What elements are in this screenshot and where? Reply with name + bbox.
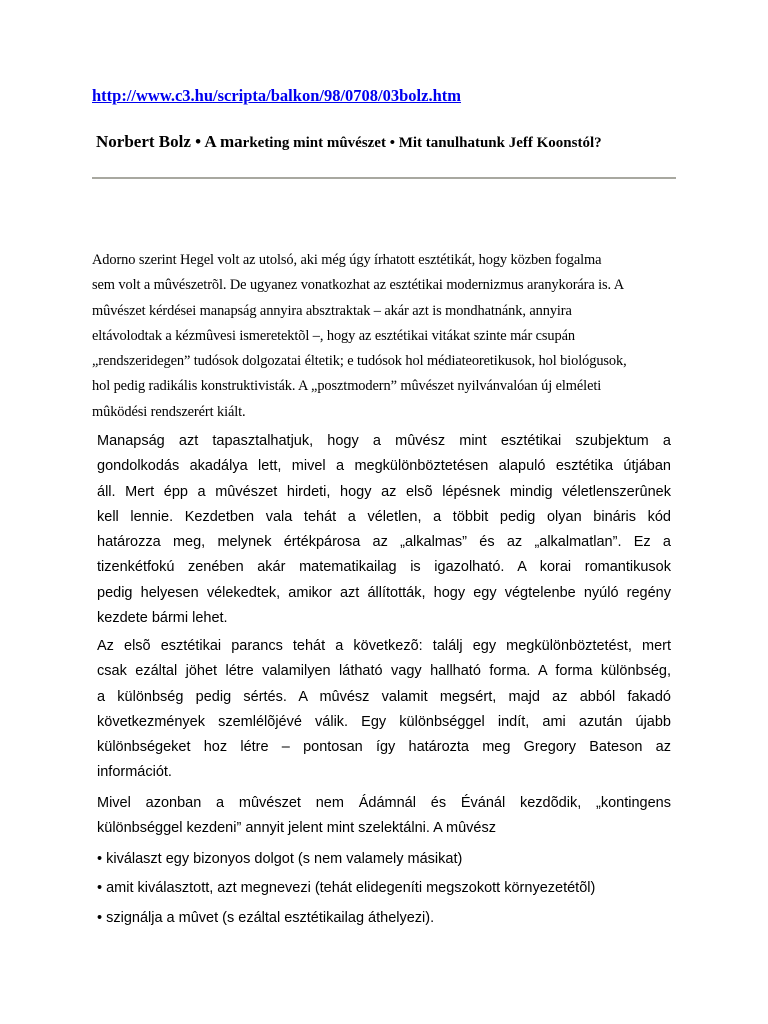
body-paragraph-1: [97, 429, 671, 631]
body-paragraph-2: [97, 634, 671, 786]
bullet-text: • amit kiválasztott, azt megnevezi (tehát elidegeníti megszokott környezetétõl): [97, 880, 596, 896]
intro-line: mûködési rendszerért kiált.: [92, 403, 246, 420]
bullet-item: [97, 876, 671, 901]
bullet-text: • kiválaszt egy bizonyos dolgot (s nem valamely másikat): [97, 851, 463, 867]
paragraph-line: különbséggel kezdeni” annyit jelent mint szelektálni. A mûvész: [97, 820, 496, 837]
bullet-text: • szignálja a mûvet (s ezáltal esztétikailag áthelyezi).: [97, 910, 435, 926]
paragraph-line: kell lennie. Kezdetben vala tehát a véletlen, a többit pedig olyan bináris kód: [97, 508, 671, 525]
article-title-part1: Norbert Bolz • A ma: [96, 132, 243, 151]
paragraph-line: információt.: [97, 764, 172, 781]
intro-line: „rendszeridegen” tudósok dolgozatai éltetik; e tudósok hol médiateoretikusok, hol biológusok,: [92, 353, 627, 370]
intro-line: Adorno szerint Hegel volt az utolsó, aki még úgy írhatott esztétikát, hogy közben fogalma: [92, 252, 602, 268]
article-title-part2: rketing mint mûvészet • Mit tanulhatunk Jeff Koonstól?: [242, 135, 602, 151]
paragraph-line: Manapság azt tapasztalhatjuk, hogy a mûvész mint esztétikai szubjektum a: [97, 433, 671, 449]
paragraph-line: Az elsõ esztétikai parancs tehát a következõ: találj egy megkülönböztetést, mert: [97, 638, 671, 654]
bullet-item: [97, 906, 671, 931]
paragraph-line: áll. Mert épp a mûvészet hirdeti, hogy az elsõ lépésnek mindig véletlenszerûnek: [97, 483, 671, 500]
paragraph-line: különbségeket hoz létre – pontosan így határozta meg Gregory Bateson az: [97, 739, 671, 756]
paragraph-line: Mivel azonban a mûvészet nem Ádámnál és Évánál kezdõdik, „kontingens: [97, 795, 671, 811]
intro-paragraph: [92, 248, 678, 425]
intro-line: hol pedig radikális konstruktivisták. A „posztmodern” mûvészet nyilvánvalóan új elméleti: [92, 378, 602, 395]
paragraph-line: határozza meg, melynek értékpárosa az „alkalmas” és az „alkalmatlan”. Ez a: [97, 534, 671, 551]
article-title: [96, 132, 602, 152]
paragraph-line: a különbség pedig sértés. A mûvész valamit megsért, majd az abból fakadó: [97, 688, 671, 705]
paragraph-line: tizenkétfokú zenében akár matematikailag is igazolható. A korai romantikusok: [97, 559, 671, 576]
body-paragraph-3: [97, 791, 671, 842]
paragraph-line: pedig helyesen vélekedtek, amikor azt állították, hogy egy végtelenbe nyúló regény: [97, 584, 671, 601]
source-url-link[interactable]: http://www.c3.hu/scripta/balkon/98/0708/03bolz.htm: [92, 86, 462, 105]
paragraph-line: gondolkodás akadálya lett, mivel a megkülönböztetésen alapuló esztétika útjában: [97, 458, 671, 475]
paragraph-line: következmények szemlélõjévé válik. Egy különbséggel indít, ami azután újabb: [97, 713, 671, 730]
intro-line: eltávolodtak a kézmûvesi ismeretektõl –, hogy az esztétikai vitákat szinte már csupán: [92, 327, 576, 344]
paragraph-line: csak ezáltal jöhet létre valamilyen látható vagy hallható forma. A forma különbség,: [97, 663, 671, 680]
intro-line: mûvészet kérdései manapság annyira absztraktak – akár azt is mondhatnánk, annyira: [92, 302, 572, 319]
intro-line: sem volt a mûvészetrõl. De ugyanez vonatkozhat az esztétikai modernizmus aranykorára is. A: [92, 277, 625, 294]
bullet-item: [97, 847, 671, 872]
horizontal-divider: [92, 177, 676, 179]
paragraph-line: kezdete bármi lehet.: [97, 610, 228, 627]
